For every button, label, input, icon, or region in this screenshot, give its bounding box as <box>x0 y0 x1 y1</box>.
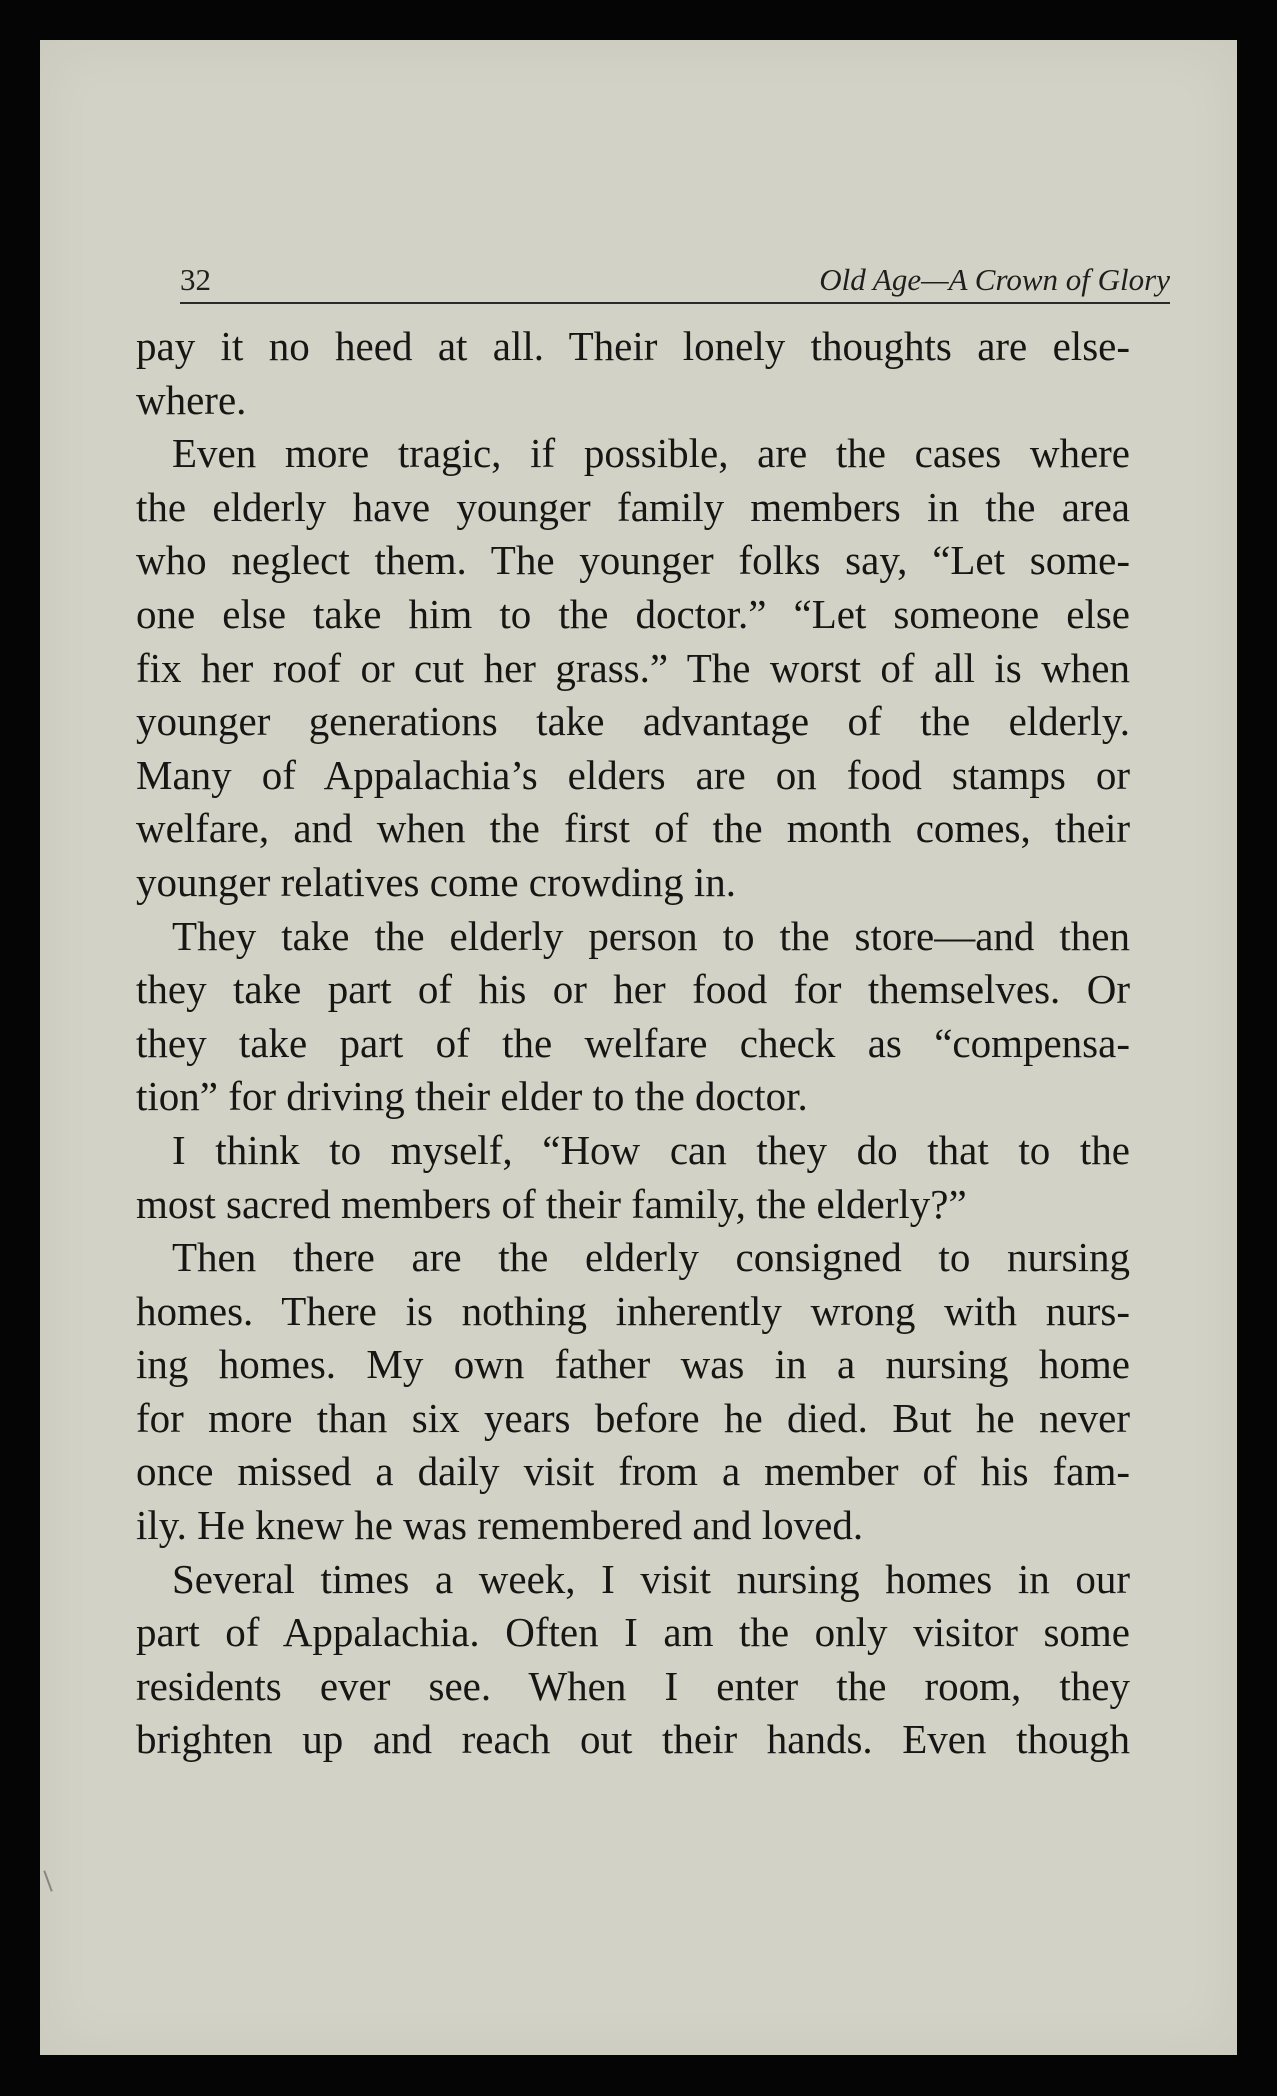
running-title: Old Age—A Crown of Glory <box>819 262 1170 297</box>
text-line: one else take him to the doctor.” “Let someone else <box>136 590 1130 637</box>
text-line: where. <box>136 376 247 423</box>
text-line: ily. He knew he was remembered and loved. <box>136 1502 864 1549</box>
text-line: they take part of the welfare check as “compensa- <box>136 1019 1130 1066</box>
text-line: brighten up and reach out their hands. Even though <box>136 1716 1130 1763</box>
running-head <box>180 258 1170 304</box>
text-line: I think to myself, “How can they do that to the <box>172 1126 1130 1173</box>
page-number: 32 <box>180 262 211 297</box>
text-line: the elderly have younger family members in the area <box>136 483 1130 530</box>
text-line: Several times a week, I visit nursing homes in our <box>172 1555 1130 1602</box>
text-line: They take the elderly person to the store—and then <box>172 912 1130 959</box>
text-line: they take part of his or her food for themselves. Or <box>136 966 1130 1013</box>
text-line: Then there are the elderly consigned to nursing <box>172 1234 1130 1281</box>
text-line: part of Appalachia. Often I am the only visitor some <box>136 1609 1130 1656</box>
text-line: homes. There is nothing inherently wrong with nurs- <box>136 1287 1130 1334</box>
text-line: for more than six years before he died. But he never <box>136 1394 1130 1441</box>
text-line: pay it no heed at all. Their lonely thoughts are else- <box>136 323 1130 369</box>
text-line: residents ever see. When I enter the room, they <box>136 1662 1130 1709</box>
text-line: fix her roof or cut her grass.” The worst of all is when <box>136 644 1130 691</box>
text-line: most sacred members of their family, the elderly?” <box>136 1180 967 1227</box>
text-line: who neglect them. The younger folks say, “Let some- <box>136 537 1130 584</box>
text-line: Many of Appalachia’s elders are on food stamps or <box>136 751 1130 798</box>
text-line: once missed a daily visit from a member of his fam- <box>136 1448 1130 1495</box>
text-line: ing homes. My own father was in a nursing home <box>136 1341 1130 1388</box>
body-text <box>136 320 1130 1767</box>
text-line: welfare, and when the first of the month comes, their <box>136 805 1130 852</box>
text-line: younger generations take advantage of the elderly. <box>136 698 1130 745</box>
text-line: Even more tragic, if possible, are the cases where <box>172 430 1130 477</box>
text-line: younger relatives come crowding in. <box>136 858 737 905</box>
text-line: tion” for driving their elder to the doctor. <box>136 1073 808 1120</box>
